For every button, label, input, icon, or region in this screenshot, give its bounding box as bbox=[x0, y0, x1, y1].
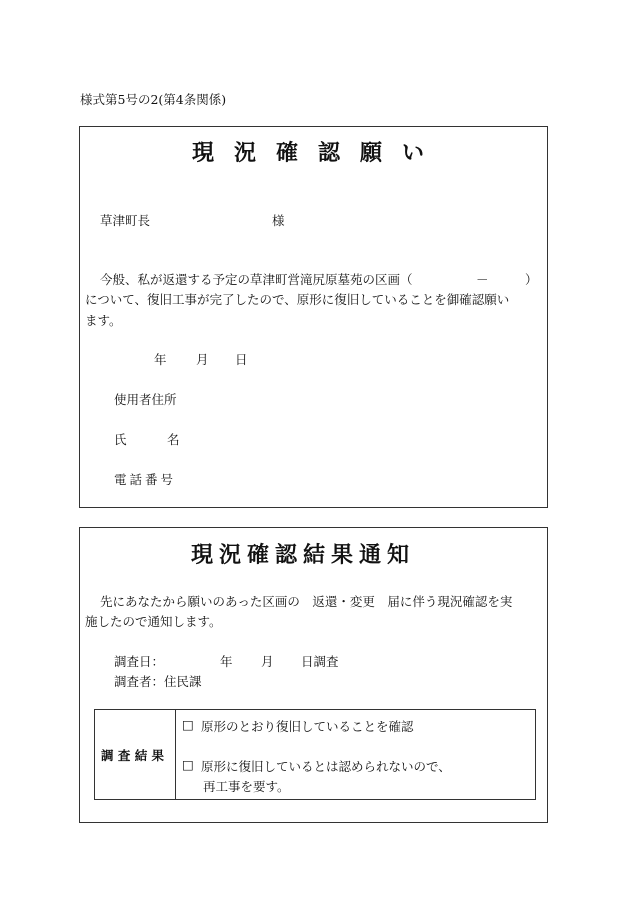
survey-month: 月 bbox=[261, 654, 274, 669]
name-label-2: 名 bbox=[167, 432, 180, 447]
addressee: 草津町長 bbox=[100, 213, 151, 228]
plot-close-paren: ） bbox=[525, 272, 538, 287]
option2-text-line-2: 再工事を要す。 bbox=[203, 779, 290, 794]
address-label: 使用者住所 bbox=[114, 392, 177, 407]
notice-body-line-1: 先にあなたから願いのあった区画の 返還・変更 届に伴う現況確認を実 bbox=[100, 594, 513, 609]
survey-year: 年 bbox=[220, 654, 233, 669]
body-line-1: 今般、私が返還する予定の草津町営滝尻原墓苑の区画（ bbox=[100, 272, 413, 287]
body-line-3: ます。 bbox=[85, 313, 122, 328]
result-label: 調 査 結 果 bbox=[101, 748, 165, 763]
surveyor-line: 調査者：住民課 bbox=[114, 674, 202, 689]
option1-text: 原形のとおり復旧していることを確認 bbox=[201, 719, 414, 734]
survey-day: 日調査 bbox=[301, 654, 339, 669]
honorific: 様 bbox=[272, 213, 285, 228]
date-month: 月 bbox=[196, 352, 209, 367]
form-label: 様式第5号の2(第4条関係) bbox=[80, 92, 227, 107]
notice-title: 現況確認結果通知 bbox=[191, 543, 416, 568]
notice-body-line-2: 施したので通知します。 bbox=[85, 614, 222, 629]
phone-label: 電話番号 bbox=[114, 472, 177, 487]
result-label-cell bbox=[94, 709, 176, 800]
plot-dash: － bbox=[476, 272, 489, 287]
option2-text-line-1: 原形に復旧しているとは認められないので、 bbox=[201, 759, 451, 774]
option1-checkbox[interactable]: □ bbox=[182, 717, 194, 732]
date-year: 年 bbox=[154, 352, 167, 367]
name-label-1: 氏 bbox=[114, 432, 127, 447]
request-form bbox=[79, 126, 548, 508]
option2-checkbox[interactable]: □ bbox=[182, 757, 194, 772]
result-options-cell bbox=[175, 709, 536, 800]
date-day: 日 bbox=[235, 352, 248, 367]
request-title: 現況確認願い bbox=[192, 141, 445, 166]
notice-form bbox=[79, 527, 548, 823]
body-line-2: について、復旧工事が完了したので、原形に復旧していることを御確認願い bbox=[85, 292, 510, 307]
survey-date-label: 調査日： bbox=[114, 654, 165, 669]
